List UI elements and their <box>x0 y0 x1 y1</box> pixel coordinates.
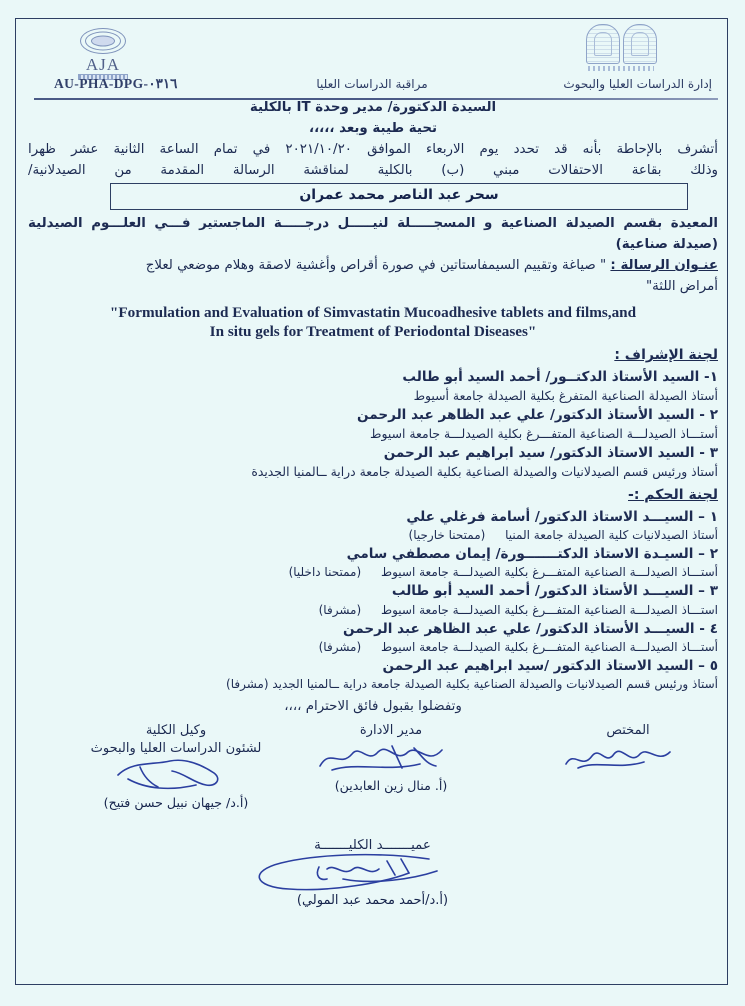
judging-member-name: ٤ - السيـــد الأستاذ الدكتور/ علي عبد الظاهر عبد الرحمن <box>343 620 718 637</box>
judging-member-name: ٢ – السيـدة الاستاذ الدكتـــــــورة/ إيمان مصطفي سامي <box>346 545 718 562</box>
dean-name: (أ.د/أحمد محمد عبد المولي) <box>296 893 449 908</box>
student-description-line-1: المعيدة بقسم الصيدلة الصناعية و المسجـــــلة لنيـــــل درجـــــة الماجستير فـــي العلـــوم الصيدلية <box>28 216 718 231</box>
judging-member-name: ٣ – السيـــد الأستاذ الدكتور/ أحمد السيد أبو طالب <box>391 583 718 600</box>
vice-dean-label-line-1: وكيل الكلية <box>145 723 207 739</box>
thesis-title-english <box>28 303 718 341</box>
department-manager-signature-ink <box>296 742 486 776</box>
signature-block-dean <box>0 838 745 908</box>
thesis-title-label: عنـوان الرسالة : <box>610 258 718 274</box>
specialist-signature-ink <box>548 742 708 776</box>
supervision-member-affiliation: أستـــاذ الصيدلـــة الصناعية المتفـــرغ بكلية الصيدلـــة جامعة اسيوط <box>370 426 718 442</box>
thesis-title-english-line-2: In situ gels for Treatment of Periodontal Diseases" <box>209 323 537 341</box>
student-description-line-2: (صيدلة صناعية) <box>615 237 718 253</box>
letter-closing: وتفضلوا بقبول فائق الاحترام ،،،، <box>284 699 462 715</box>
letter-addressee: السيدة الدكتورة/ مدير وحدة IT بالكلية <box>249 100 497 115</box>
letter-body-line-1: أتشرف بالإحاطة بأنه قد تحدد يوم الاربعاء الموافق ٢٠٢١/١٠/٢٠ في تمام الساعة الثانية عشر ظهرا <box>28 142 718 158</box>
judging-member-role: (ممتحنا خارجيا) <box>408 527 486 542</box>
thesis-title-english-line-1: "Formulation and Evaluation of Simvastatin Mucoadhesive tablets and films,and <box>109 304 637 322</box>
dean-signature-ink <box>223 853 523 893</box>
aja-logo <box>76 26 130 76</box>
judging-member-role: (ممتحنا داخليا) <box>288 565 362 580</box>
thesis-title-arabic-line-2: أمراض اللثة" <box>645 279 718 295</box>
supervision-member-affiliation: أستاذ ورئيس قسم الصيدلانيات والصيدلة الصناعية بكلية الصيدلة جامعة دراية ــالمنيا الجديدة <box>251 464 718 480</box>
judging-member-name: ١ – السيـــد الاستاذ الدكتور/ أسامة فرغلي علي <box>406 508 718 525</box>
thesis-title-arabic-line-1 <box>28 256 718 275</box>
department-manager-label: مدير الادارة <box>359 723 423 739</box>
header-middle-label: مراقبة الدراسات العليا <box>316 77 428 91</box>
supervision-member-affiliation: أستاذ الصيدلة الصناعية المتفرغ بكلية الصيدلة جامعة أسيوط <box>413 388 718 404</box>
supervision-committee-title: لجنة الإشراف : <box>614 347 718 364</box>
aja-logo-graphic <box>76 26 130 56</box>
signature-block-department-manager <box>296 722 486 794</box>
signature-block-vice-dean <box>66 722 286 812</box>
vice-dean-signature-ink <box>66 759 286 793</box>
signature-block-specialist <box>548 722 708 777</box>
judging-member-name: ٥ – السيد الاستاذ الدكتور /سيد ابراهيم عبد الرحمن <box>382 657 718 674</box>
thesis-title-arabic-text-1: " صياغة وتقييم السيمفاستاتين في صورة أقراص وأغشية لاصقة وهلام موضعي لعلاج <box>145 258 607 274</box>
dean-label: عميـــــــد الكليـــــــة <box>314 838 431 853</box>
judging-member-role: (مشرفا) <box>318 639 362 654</box>
university-emblem-icon <box>582 24 660 72</box>
document-body <box>28 98 718 814</box>
specialist-label: المختص <box>606 723 650 739</box>
supervision-member-name: ٢ - السيد الأستاذ الدكتور/ علي عبد الظاهر عبد الرحمن <box>356 406 718 423</box>
judging-member-affiliation-row <box>28 602 718 619</box>
judging-member-affiliation: أستاذ ورئيس قسم الصيدلانيات والصيدلة الصناعية بكلية الصيدلة جامعة دراية ــالمنيا الجديد (مشرفا) <box>226 677 718 692</box>
judging-committee-title: لجنة الحكم :- <box>628 486 718 503</box>
supervision-member-name: ٣ - السيد الاستاذ الدكتور/ سيد ابراهيم عبد الرحمن <box>383 444 718 461</box>
aja-logo-text: AJA <box>85 55 121 74</box>
judging-member-affiliation: أستـــاذ الصيدلـــة الصناعية المتفـــرغ بكلية الصيدلـــة جامعة اسيوط <box>380 639 718 654</box>
judging-member-affiliation: استـــاذ الصيدلـــة الصناعية المتفـــرغ بكلية الصيدلـــة جامعة اسيوط <box>380 602 718 617</box>
judging-member-affiliation: أستـــاذ الصيدلـــة الصناعية المتفـــرغ بكلية الصيدلـــة جامعة اسيوط <box>380 565 718 580</box>
supervision-member-name: ١- السيد الأستاذ الدكتــور/ أحمد السيد أبو طالب <box>402 369 718 385</box>
judging-member-affiliation: أستاذ الصيدلانيات كلية الصيدلة جامعة المنيا <box>505 527 718 542</box>
department-manager-name: (أ. منال زين العابدين) <box>334 777 448 793</box>
letter-greeting: تحية طيبة وبعد ،،،،، <box>309 121 437 137</box>
signature-row <box>28 722 718 814</box>
vice-dean-name: (أ.د/ جيهان نبيل حسن فتيح) <box>103 795 249 811</box>
student-name-box: سحر عبد الناصر محمد عمران <box>110 183 688 210</box>
judging-member-affiliation-row <box>28 527 718 544</box>
letter-body-line-2: وذلك بقاعة الاحتفالات مبني (ب) بالكلية لمناقشة الرسالة المقدمة من الصيدلانية/ <box>28 163 718 179</box>
document-header <box>24 22 720 92</box>
judging-member-role: (مشرفا) <box>318 602 362 617</box>
judging-member-affiliation-row <box>28 639 718 656</box>
header-right-label: إدارة الدراسات العليا والبحوث <box>563 77 712 91</box>
document-reference-number: AU-PHA-DPG-٠٣١٦ <box>54 76 178 91</box>
vice-dean-label-line-2: لشئون الدراسات العليا والبحوث <box>90 740 262 756</box>
judging-member-affiliation-row <box>28 564 718 581</box>
